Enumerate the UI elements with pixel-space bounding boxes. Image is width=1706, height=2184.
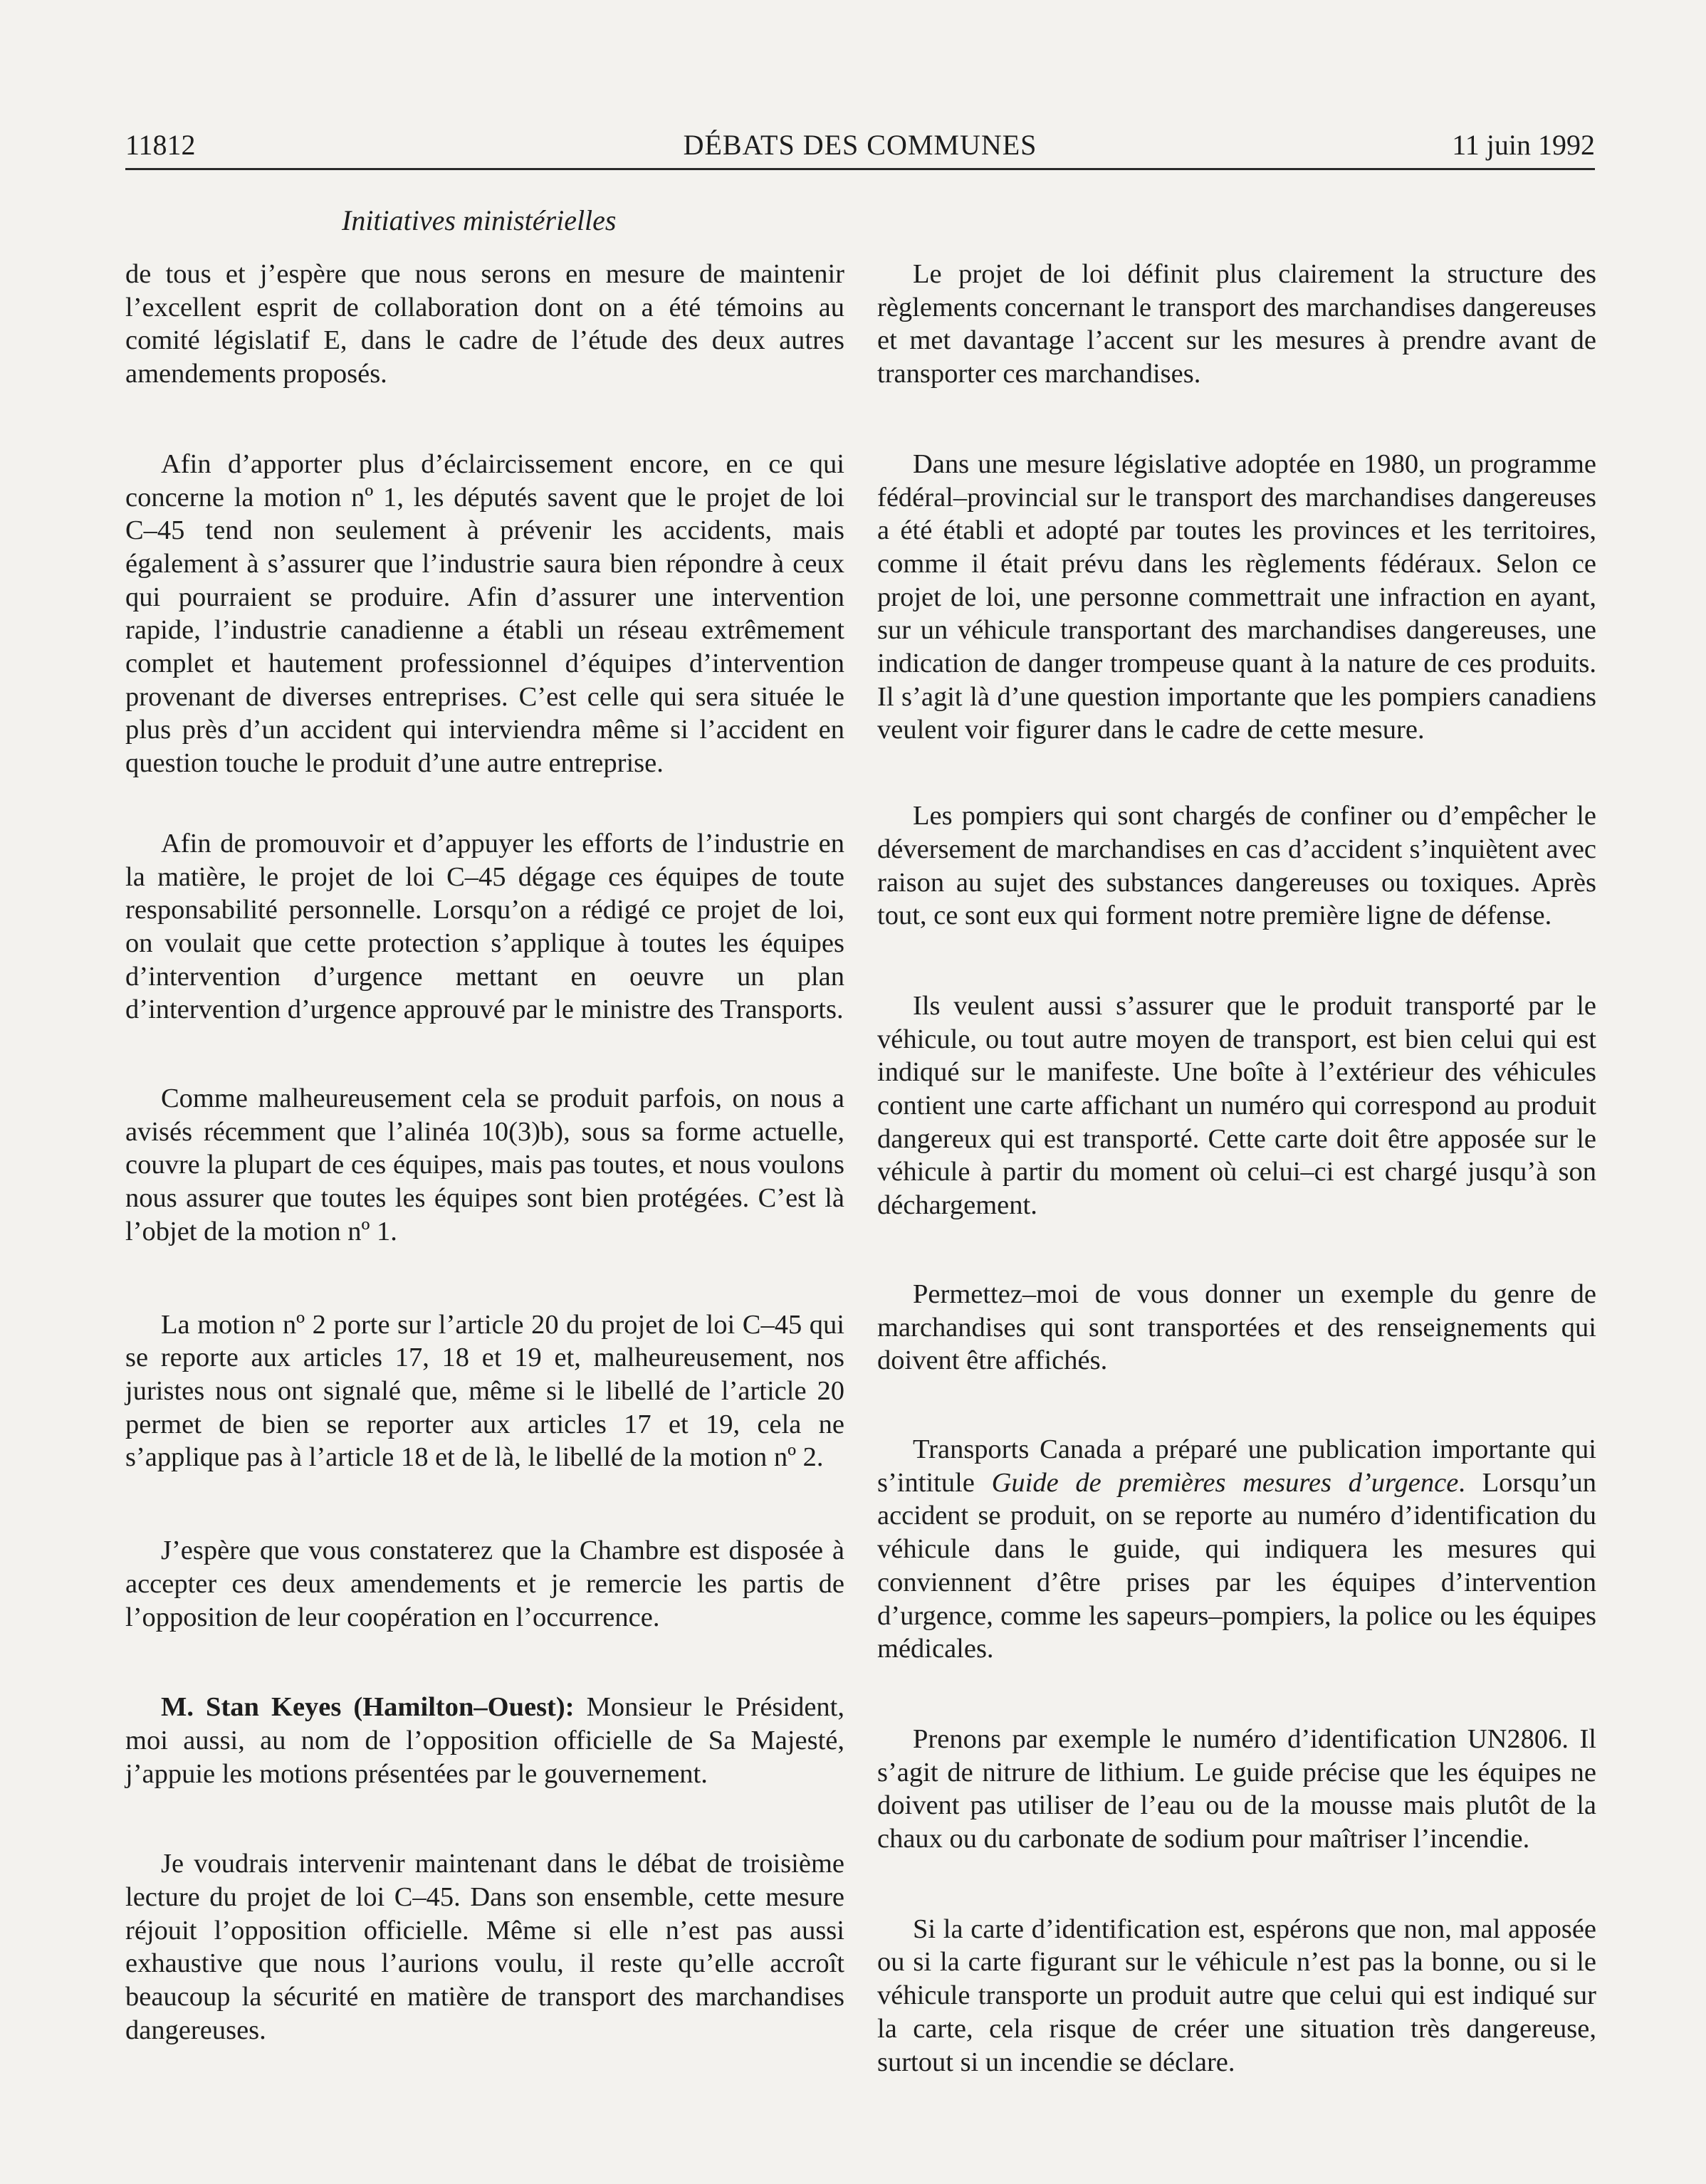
- paragraph: Le projet de loi définit plus clairement la structure des règlements concernant le transport des marchandises dangereuses et met davantage l’accent sur les mesures à prendre avant de transporter ces marchandises.: [877, 259, 1596, 389]
- paragraph-text: . Lorsqu’un accident se produit, on se reporte au numéro d’identification du véhicule dans le guide, qui indiquera les mesures qui conviennent d’être prises par les équipes d’intervention d’urgence, comme les sapeurs–pompiers, la police ou les équipes médicales.: [877, 1467, 1596, 1664]
- paragraph: [877, 1433, 1596, 1666]
- paragraph: Dans une mesure législative adoptée en 1980, un programme fédéral–provincial sur le transport des marchandises dangereuses a été établi et adopté par toutes les provinces et les territoires, comme il était prévu dans les règlements fédéraux. Selon ce projet de loi, une personne commettrait une infraction en ayant, sur un véhicule transportant des marchandises dangereuses, une indication de danger trompeuse quant à la nature de ces produits. Il s’agit là d’une question importante que les pompiers canadiens veulent voir figurer dans le cadre de cette mesure.: [877, 448, 1596, 745]
- publication-title: DÉBATS DES COMMUNES: [683, 129, 1037, 161]
- paragraph: Les pompiers qui sont chargés de confiner ou d’empêcher le déversement de marchandises en cas d’accident s’inquiètent avec raison au sujet des substances dangereuses ou toxiques. Après tout, ce sont eux qui forment notre première ligne de défense.: [877, 801, 1596, 931]
- left-column: [125, 258, 844, 2101]
- page-header: [125, 125, 1595, 165]
- paragraph: La motion nº 2 porte sur l’article 20 du projet de loi C–45 qui se reporte aux articles 17, 18 et 19 et, malheureusement, nos juristes nous ont signalé que, même si le libellé de l’article 20 permet de bien se reporter aux articles 17 et 19, cela ne s’applique pas à l’article 18 et de là, le libellé de la motion nº 2.: [125, 1309, 844, 1473]
- paragraph: de tous et j’espère que nous serons en mesure de maintenir l’excellent esprit de collaboration dont on a été témoins au comité législatif E, dans le cadre de l’étude des deux autres amendements proposés.: [125, 259, 844, 389]
- publication-name: Guide de premières mesures d’urgence: [991, 1467, 1459, 1498]
- publication-date: 11 juin 1992: [1452, 129, 1595, 161]
- section-title: Initiatives ministérielles: [342, 204, 617, 236]
- paragraph: Comme malheureusement cela se produit parfois, on nous a avisés récemment que l’alinéa 10(3)b), sous sa forme actuelle, couvre la plupart de ces équipes, mais pas toutes, et nous voulons nous assurer que toutes les équipes sont bien protégées. C’est là l’objet de la motion nº 1.: [125, 1083, 844, 1246]
- paragraph: Je voudrais intervenir maintenant dans le débat de troisième lecture du projet de loi C–45. Dans son ensemble, cette mesure réjouit l’opposition officielle. Même si elle n’est pas aussi exhaustive que nous l’aurions voulu, il reste qu’elle accroît beaucoup la sécurité en matière de transport des marchandises dangereuses.: [125, 1849, 844, 2045]
- paragraph-text: Transports Canada a préparé une publication importante qui s’intitule: [877, 1434, 1596, 1498]
- speaker-paragraph: [125, 1691, 844, 1790]
- page-number: 11812: [125, 129, 196, 161]
- paragraph: Permettez–moi de vous donner un exemple du genre de marchandises qui sont transportées et des renseignements qui doivent être affichés.: [877, 1279, 1596, 1376]
- paragraph: J’espère que vous constaterez que la Chambre est disposée à accepter ces deux amendements et je remercie les partis de l’opposition de leur coopération en l’occurrence.: [125, 1535, 844, 1632]
- paragraph: Ils veulent aussi s’assurer que le produit transporté par le véhicule, ou tout autre moyen de transport, est bien celui qui est indiqué sur le manifeste. Une boîte à l’extérieur des véhicules contient une carte affichant un numéro qui correspond au produit dangereux qui est transporté. Cette carte doit être apposée sur le véhicule à partir du moment où celui–ci est chargé jusqu’à son déchargement.: [877, 990, 1596, 1221]
- header-rule: [125, 168, 1595, 170]
- speaker-name: M. Stan Keyes (Hamilton–Ouest):: [161, 1692, 575, 1723]
- right-column: [877, 258, 1596, 2133]
- paragraph: Prenons par exemple le numéro d’identification UN2806. Il s’agit de nitrure de lithium. Le guide précise que les équipes ne doivent pas utiliser de l’eau ou de la mousse mais plutôt de la chaux ou du carbonate de sodium pour maîtriser l’incendie.: [877, 1723, 1596, 1854]
- paragraph: Afin d’apporter plus d’éclaircissement encore, en ce qui concerne la motion nº 1, les députés savent que le projet de loi C–45 tend non seulement à prévenir les accidents, mais également à s’assurer que l’industrie saura bien répondre à ceux qui pourraient se produire. Afin d’assurer une intervention rapide, l’industrie canadienne a établi un réseau extrêmement complet et hautement professionnel d’équipes d’intervention provenant de diverses entreprises. C’est celle qui sera située le plus près d’un accident qui interviendra même si l’accident en question touche le produit d’une autre entreprise.: [125, 448, 844, 779]
- paragraph: Afin de promouvoir et d’appuyer les efforts de l’industrie en la matière, le projet de loi C–45 dégage ces équipes de toute responsabilité personnelle. Lorsqu’on a rédigé ce projet de loi, on voulait que cette protection s’applique à toutes les équipes d’intervention d’urgence mettant en oeuvre un plan d’intervention d’urgence approuvé par le ministre des Transports.: [125, 828, 844, 1025]
- paragraph: Si la carte d’identification est, espérons que non, mal apposée ou si la carte figurant sur le véhicule n’est pas la bonne, ou si le véhicule transporte un produit autre que celui qui est indiqué sur la carte, cela risque de créer une situation très dangereuse, surtout si un incendie se déclare.: [877, 1913, 1596, 2077]
- speaker-text: Monsieur le Président, moi aussi, au nom de l’opposition officielle de Sa Majesté, j’appuie les motions présentées par le gouvernement.: [125, 1692, 844, 1789]
